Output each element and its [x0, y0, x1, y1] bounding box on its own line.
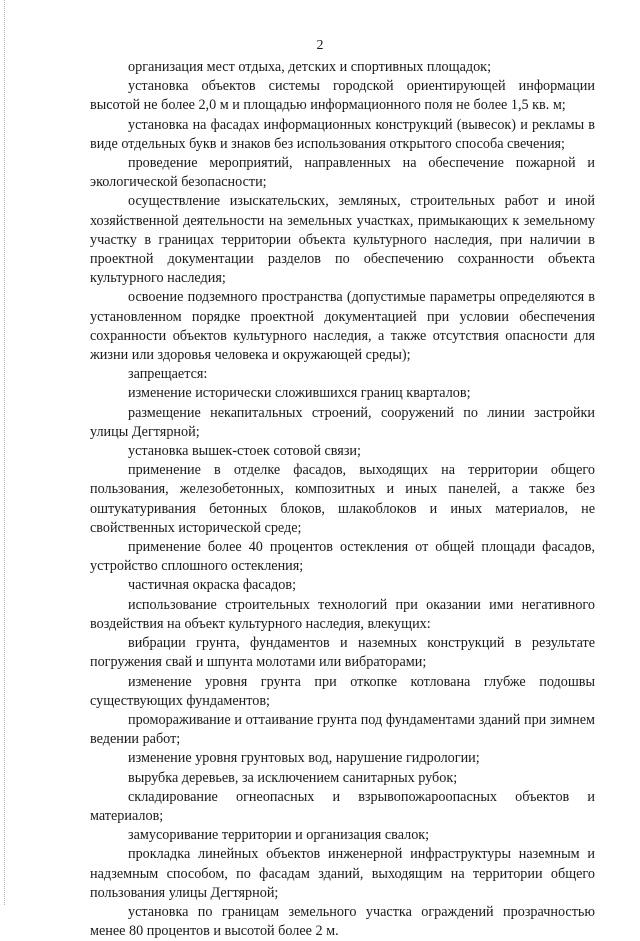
paragraph: установка по границам земельного участка ограждений прозрачностью менее 80 процентов и высотой более 2 м. [90, 903, 595, 940]
paragraph: организация мест отдыха, детских и спортивных площадок; [128, 59, 492, 75]
paragraph: установка объектов системы городской ориентирующей информации высотой не более 2,0 м и площадью информационного поля не более 1,5 кв. м; [90, 78, 595, 114]
paragraph: изменение уровня грунтовых вод, нарушение гидрологии; [128, 750, 480, 767]
paragraph: установка на фасадах информационных конструкций (вывесок) и рекламы в виде отдельных букв и знаков без использования открытого способа свечения; [90, 116, 595, 152]
paragraph: изменение уровня грунта при откопке котлована глубже подошвы существующих фундаментов; [90, 673, 595, 709]
paragraph: вырубка деревьев, за исключением санитарных рубок; [128, 769, 458, 786]
paragraph: установка вышек-стоек сотовой связи; [128, 443, 361, 460]
scan-edge-line [4, 0, 5, 905]
paragraph: применение более 40 процентов остекления от общей площади фасадов, устройство сплошного остекления; [90, 539, 595, 575]
paragraph: складирование огнеопасных и взрывопожароопасных объектов и материалов; [90, 788, 595, 824]
paragraph: применение в отделке фасадов, выходящих на территории общего пользования, железобетонных, композитных и иных панелей, а также без оштукатуривания бетонных блоков, шлакоблоков и иных материалов, не свойственных исторической среде; [90, 462, 595, 536]
paragraph: изменение исторически сложившихся границ кварталов; [128, 385, 471, 402]
paragraph: размещение некапитальных строений, сооружений по линии застройки улицы Дегтярной; [90, 404, 595, 440]
paragraph: осуществление изыскательских, земляных, строительных работ и иной хозяйственной деятельности на земельных участках, примыкающих к земельному участку в границах территории объекта культурного наследия, при наличии в проектной документации разделов по обеспечению сохранности объекта культурного наследия; [90, 193, 595, 287]
paragraph: частичная окраска фасадов; [128, 577, 297, 594]
document-body [90, 58, 595, 941]
paragraph: промораживание и оттаивание грунта под фундаментами зданий при зимнем ведении работ; [90, 711, 595, 748]
paragraph: вибрации грунта, фундаментов и наземных конструкций в результате погружения свай и шпунта молотами или вибраторами; [90, 635, 595, 671]
paragraph: прокладка линейных объектов инженерной инфраструктуры наземным и надземным способом, по фасадам зданий, выходящим на территории общего пользования улицы Дегтярной; [90, 846, 595, 901]
paragraph: освоение подземного пространства (допустимые параметры определяются в установленном порядке проектной документацией при условии обеспечения сохранности объектов культурного наследия, а также отсутствия опасности для жизни или здоровья человека и окружающей среды); [90, 289, 595, 364]
paragraph: запрещается: [128, 366, 208, 383]
page-number: 2 [316, 38, 324, 53]
paragraph: использование строительных технологий при оказании ими негативного воздействия на объект культурного наследия, влекущих: [90, 596, 595, 632]
paragraph: проведение мероприятий, направленных на обеспечение пожарной и экологической безопасности; [90, 155, 595, 191]
paragraph: замусоривание территории и организация свалок; [128, 827, 430, 844]
